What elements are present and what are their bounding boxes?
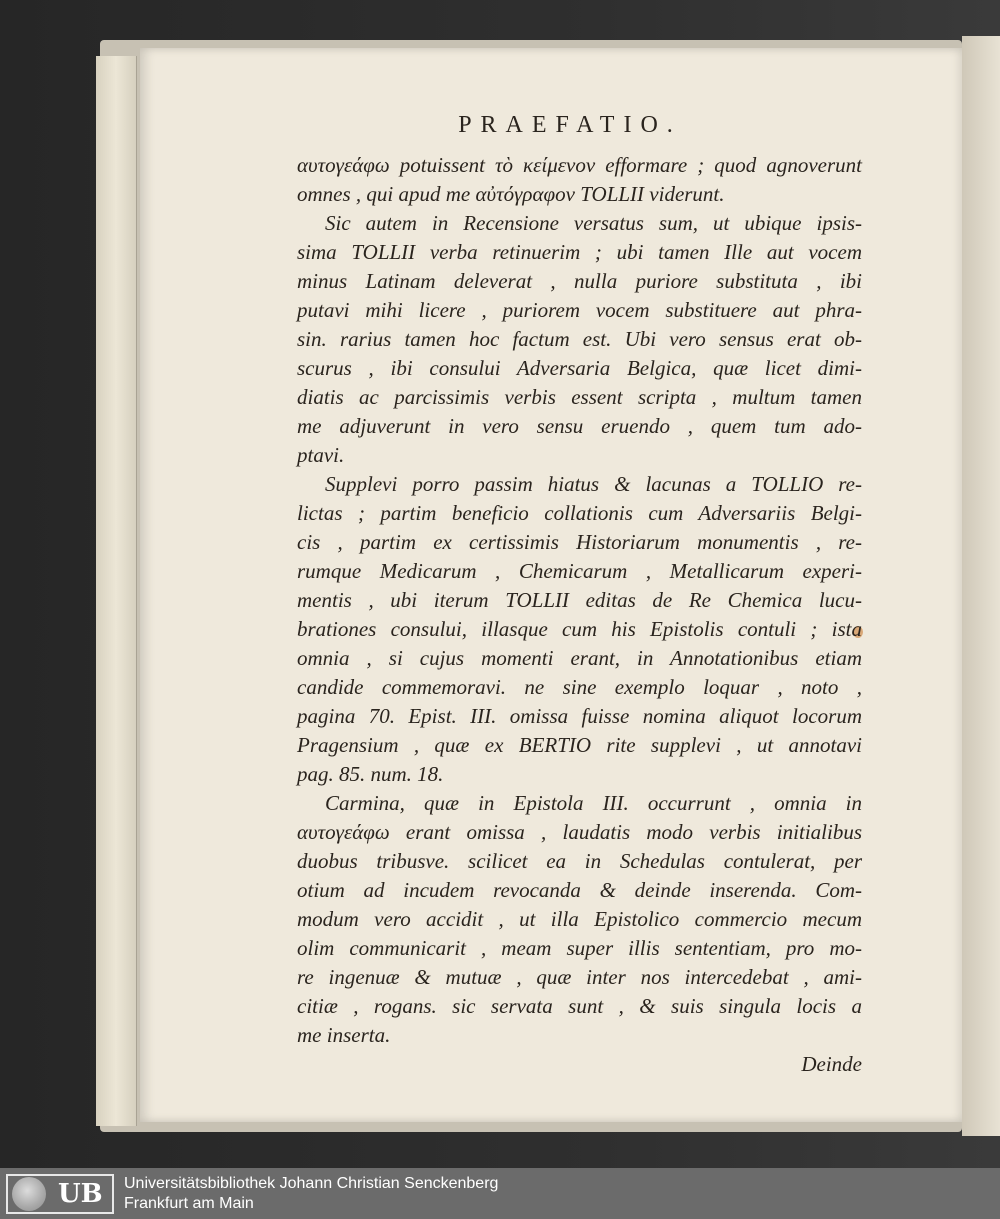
text-line: me adjuverunt in vero sensu eruendo , quem tum ado- xyxy=(297,414,862,438)
text-line: Sic autem in Recensione versatus sum, ut ubique ipsis- xyxy=(325,211,862,235)
text-line: pagina 70. Epist. III. omissa fuisse nomina aliquot locorum xyxy=(297,704,862,728)
text-line: re ingenuæ & mutuæ , quæ inter nos intercedebat , ami- xyxy=(297,965,862,989)
text-line: Carmina, quæ in Epistola III. occurrunt , omnia in xyxy=(325,791,862,815)
text-line: pag. 85. num. 18. xyxy=(297,762,444,786)
text-line: scurus , ibi consului Adversaria Belgica, quæ licet dimi- xyxy=(297,356,862,380)
logo-text: UB xyxy=(58,1179,103,1209)
text-line: modum vero accidit , ut illa Epistolico commercio mecum xyxy=(297,907,862,931)
text-line: lictas ; partim beneficio collationis cum Adversariis Belgi- xyxy=(297,501,862,525)
text-line: omnes , qui apud me αὐτόγραφον TOLLII viderunt. xyxy=(297,182,725,206)
text-line: Pragensium , quæ ex BERTIO rite supplevi , ut annotavi xyxy=(297,733,862,757)
text-line: sin. rarius tamen hoc factum est. Ubi vero sensus erat ob- xyxy=(297,327,862,351)
senckenberg-portrait-icon xyxy=(12,1177,46,1211)
text-line: minus Latinam deleverat , nulla puriore substituta , ibi xyxy=(297,269,862,293)
text-line: omnia , si cujus momenti erant, in Annotationibus etiam xyxy=(297,646,862,670)
text-line: me inserta. xyxy=(297,1023,391,1047)
text-line: candide commemoravi. ne sine exemplo loquar , noto , xyxy=(297,675,862,699)
text-line: putavi mihi licere , puriorem vocem substituere aut phra- xyxy=(297,298,862,322)
text-line: αυτογεάφω erant omissa , laudatis modo verbis initialibus xyxy=(297,820,862,844)
text-line: diatis ac parcissimis verbis essent scripta , multum tamen xyxy=(297,385,862,409)
ub-logo xyxy=(6,1174,114,1214)
text-line: ptavi. xyxy=(297,443,345,467)
text-line: mentis , ubi iterum TOLLII editas de Re Chemica lucu- xyxy=(297,588,862,612)
text-line: brationes consului, illasque cum his Epistolis contuli ; ista xyxy=(297,617,862,641)
text-line: olim communicarit , meam super illis sententiam, pro mo- xyxy=(297,936,862,960)
text-line: citiæ , rogans. sic servata sunt , & suis singula locis a xyxy=(297,994,862,1018)
text-line: rumque Medicarum , Chemicarum , Metallicarum experi- xyxy=(297,559,862,583)
institution-line-1: Universitätsbibliothek Johann Christian Senckenberg xyxy=(124,1175,499,1192)
institution-line-2: Frankfurt am Main xyxy=(124,1195,254,1212)
body-text xyxy=(297,151,862,1079)
institution-name xyxy=(124,1174,498,1214)
library-footer xyxy=(0,1168,1000,1219)
text-line: Deinde xyxy=(801,1052,862,1076)
text-line: otium ad incudem revocanda & deinde inserenda. Com- xyxy=(297,878,862,902)
page-stack-edge xyxy=(96,56,137,1126)
text-line: cis , partim ex certissimis Historiarum monumentis , re- xyxy=(297,530,862,554)
text-line: sima TOLLII verba retinuerim ; ubi tamen Ille aut vocem xyxy=(297,240,862,264)
text-line: αυτογεάφω potuissent τὸ κείμενον efformare ; quod agnoverunt xyxy=(297,153,862,177)
text-line: Supplevi porro passim hiatus & lacunas a TOLLIO re- xyxy=(325,472,862,496)
text-line: duobus tribusve. scilicet ea in Schedulas contulerat, per xyxy=(297,849,862,873)
facing-page-edge xyxy=(962,36,1000,1136)
page-title: PRAEFATIO. xyxy=(458,112,682,138)
